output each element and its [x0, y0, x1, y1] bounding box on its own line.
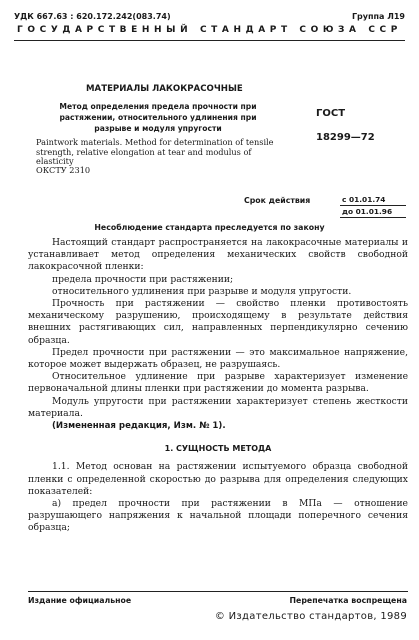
legal-notice: Несоблюдение стандарта преследуется по закону — [94, 223, 325, 232]
header-divider — [14, 40, 405, 41]
standard-title: ГОСУДАРСТВЕННЫЙ СТАНДАРТ СОЮЗА ССР — [17, 25, 402, 35]
group-code: Группа Л19 — [351, 12, 405, 21]
validity-to: до 01.01.96 — [342, 207, 393, 216]
paragraph: 1.1. Метод основан на растяжении испытуемого образца свободной пленки с определенной скоростью до разрыва для определения следующих показателей: — [28, 461, 408, 497]
document-body — [28, 237, 408, 535]
udk-code: УДК 667.63 : 620.172.242(083.74) — [14, 12, 171, 21]
paragraph: Относительное удлинение при разрыве характеризует изменение первоначальной длины пленки при растяжении до момента разрыва. — [28, 371, 408, 395]
paragraph: Модуль упругости при растяжении характеризует степень жесткости материала. — [28, 395, 408, 419]
section-heading: 1. СУЩНОСТЬ МЕТОДА — [164, 444, 272, 454]
gost-label: ГОСТ — [316, 108, 346, 119]
paragraph: Предел прочности при растяжении — это максимальное напряжение, которое может выдержать образец, не разрушаясь. — [28, 346, 408, 371]
copyright-notice: © Издательство стандартов, 1989 — [214, 611, 407, 622]
reprint-prohibited-label: Перепечатка воспрещена — [289, 596, 407, 605]
okstu-code: ОКСТУ 2310 — [36, 165, 91, 175]
paragraph: предела прочности при растяжении; — [52, 273, 234, 285]
paragraph: относительного удлинения при разрыве и модуля упругости. — [52, 285, 352, 297]
paragraph: а) предел прочности при растяжении в МПа — отношение разрушающего напряжения к начальной площади поперечного сечения образца; — [28, 498, 408, 534]
official-edition-label: Издание официальное — [28, 596, 132, 605]
document-title: МАТЕРИАЛЫ ЛАКОКРАСОЧНЫЕ — [86, 84, 243, 94]
english-title: Paintwork materials. Method for determination of tensile strength, relative elongation at tear and modulus of elasticity — [36, 137, 274, 167]
validity-from: с 01.01.74 — [342, 195, 386, 204]
validity-label: Срок действия — [244, 196, 311, 205]
validity-underline — [340, 217, 406, 218]
paragraph: Прочность при растяжении — свойство пленки противостоять механическому разрушению, происходящему в результате действия внешних растягивающих сил, направленных перпендикулярно сечению образца. — [28, 298, 408, 346]
paragraph: Настоящий стандарт распространяется на лакокрасочные материалы и устанавливает метод определения механических свойств свободной лакокрасочной пленки: — [28, 237, 408, 273]
footer-divider — [28, 591, 408, 592]
edit-note: (Измененная редакция, Изм. № 1). — [52, 421, 226, 432]
document-subtitle: Метод определения предела прочности при растяжении, относительного удлинения при разрыве и модуля упругости — [59, 102, 257, 133]
gost-number: 18299—72 — [316, 132, 375, 143]
validity-underline — [340, 205, 406, 206]
